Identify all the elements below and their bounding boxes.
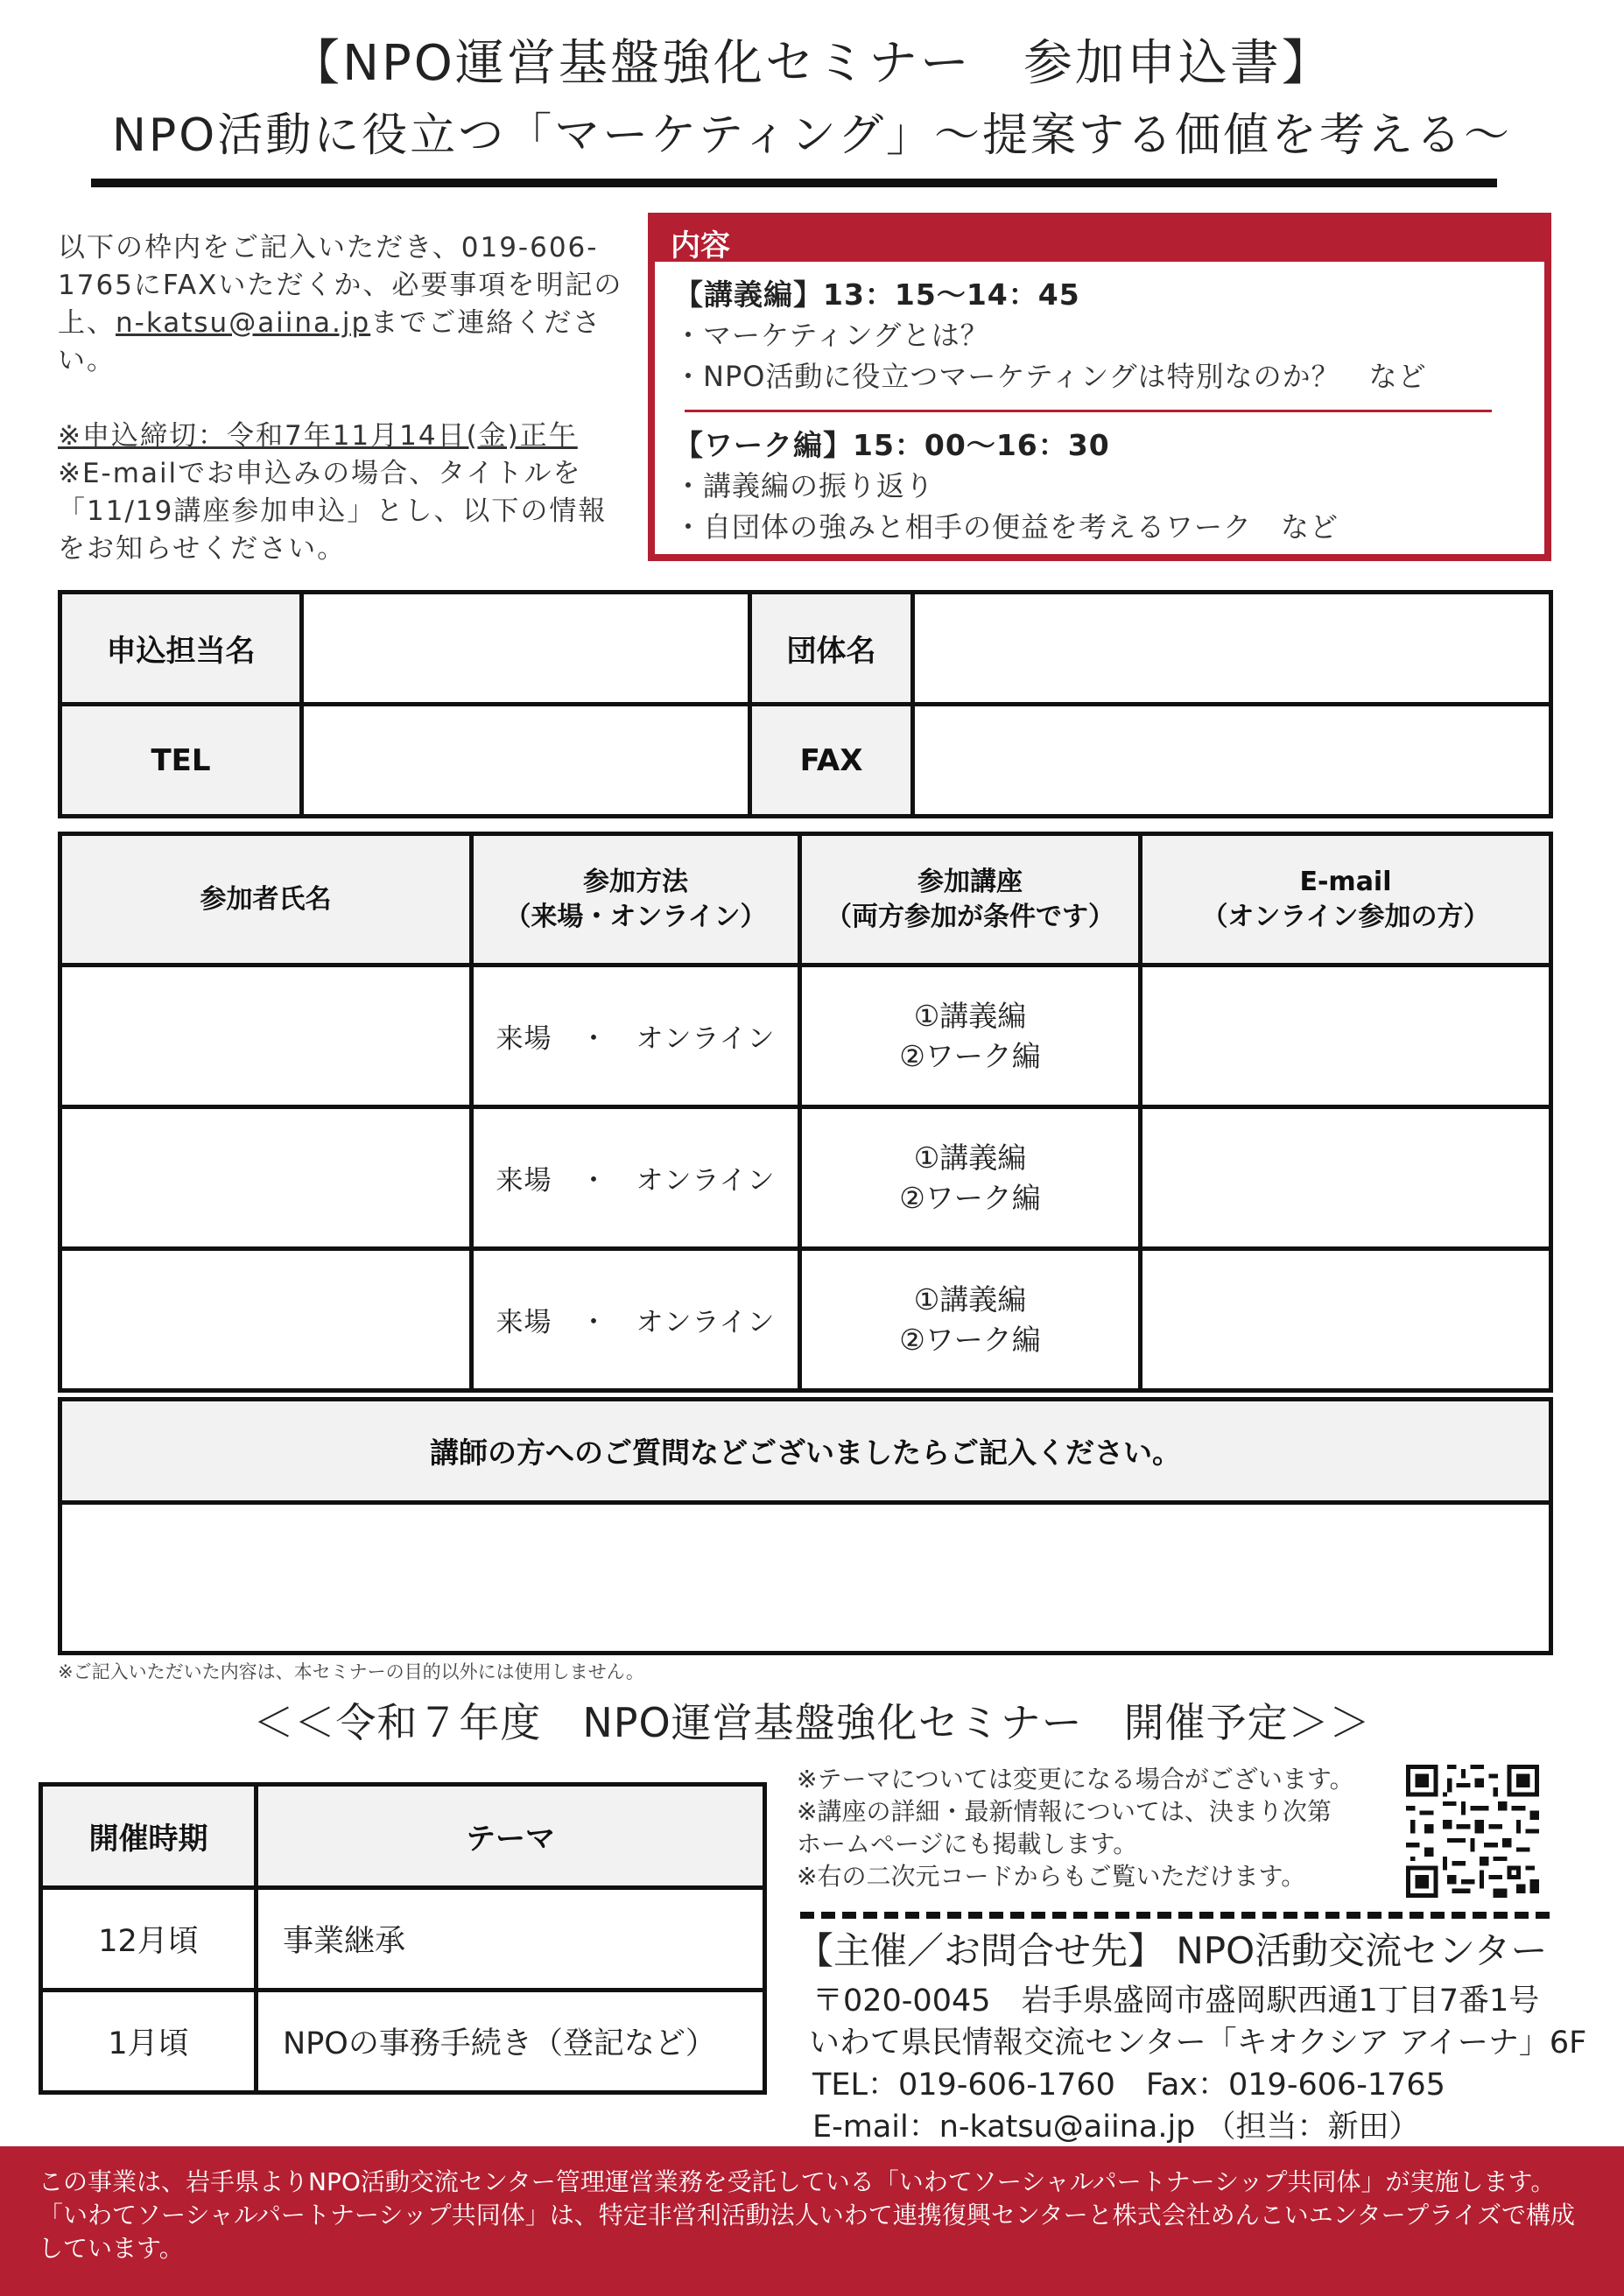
schedule-theme: NPOの事務手続き（登記など）: [257, 1991, 765, 2093]
schedule-theme: 事業継承: [257, 1888, 765, 1991]
applicant-name-label: 申込担当名: [60, 593, 302, 705]
table-row: [41, 1991, 765, 2093]
email-header-line1: E-mail: [1299, 866, 1392, 897]
tel-field[interactable]: [302, 705, 750, 817]
course-lecture: ①講義編: [913, 998, 1027, 1033]
schedule-period: 12月頃: [41, 1888, 257, 1991]
participant-name-field[interactable]: [60, 1107, 472, 1249]
method-header-line2: （来場・オンライン）: [504, 901, 767, 932]
form-title: 【NPO運営基盤強化セミナー 参加申込書】: [291, 35, 1333, 92]
table-row: [60, 593, 1551, 705]
content-heading-bar: [655, 220, 1544, 262]
intro-paragraph: [58, 229, 636, 380]
content-divider: [685, 410, 1492, 412]
course-header: [800, 834, 1141, 965]
work-item: ・講義編の振り返り: [674, 469, 935, 502]
seminar-subtitle: NPO活動に役立つ「マーケティング」～提案する価値を考える～: [112, 109, 1512, 162]
contact-email-link[interactable]: n-katsu@aiina.jp: [116, 307, 371, 339]
course-option[interactable]: [800, 1107, 1141, 1249]
questions-field[interactable]: [60, 1503, 1551, 1654]
table-row: [41, 1888, 765, 1991]
work-item: ・自団体の強みと相手の便益を考えるワーク など: [674, 510, 1339, 544]
participant-name-header: 参加者氏名: [60, 834, 472, 965]
schedule-table: [39, 1782, 767, 2095]
title-divider: [91, 179, 1497, 187]
phone-fax: TEL：019-606-1760 Fax：019-606-1765: [812, 2068, 1445, 2103]
contact-divider: [800, 1912, 1550, 1919]
applicant-info-table: [58, 590, 1553, 818]
lecture-item: ・マーケティングとは？: [674, 319, 989, 352]
table-header-row: [41, 1785, 765, 1888]
organizer-name: 【主催／お問合せ先】 NPO活動交流センター: [797, 1929, 1548, 1972]
content-box: [648, 213, 1551, 561]
course-header-line2: （両方参加が条件です）: [826, 901, 1114, 932]
fax-label: FAX: [750, 705, 913, 817]
content-heading: 内容: [671, 228, 730, 263]
tel-label: TEL: [60, 705, 302, 817]
schedule-notes: [797, 1763, 1357, 1892]
lecture-title: 【講義編】13：15～14：45: [674, 277, 1080, 312]
table-row: [60, 1249, 1551, 1391]
footer-text: [39, 2166, 1597, 2265]
participants-table: [58, 832, 1553, 1393]
participant-email-field[interactable]: [1141, 1249, 1551, 1391]
deadline-note: ※申込締切：令和7年11月14日(金)正午: [58, 420, 578, 452]
address: 〒020-0045 岩手県盛岡市盛岡駅西通1丁目7番1号: [812, 1984, 1540, 2019]
contact-info: [797, 1922, 1611, 2148]
table-row: [60, 705, 1551, 817]
participant-name-field[interactable]: [60, 1249, 472, 1391]
table-row: [60, 965, 1551, 1107]
table-row: [60, 1503, 1551, 1654]
fax-field[interactable]: [913, 705, 1551, 817]
course-lecture: ①講義編: [913, 1140, 1027, 1175]
participant-email-field[interactable]: [1141, 1107, 1551, 1249]
note-line: ホームページにも掲載します。: [797, 1829, 1138, 1858]
course-work: ②ワーク編: [899, 1180, 1041, 1215]
lecture-item: ・NPO活動に役立つマーケティングは特別なのか？ など: [674, 360, 1427, 393]
course-option[interactable]: [800, 965, 1141, 1107]
participation-method-option[interactable]: 来場 ・ オンライン: [472, 1107, 800, 1249]
participant-name-field[interactable]: [60, 965, 472, 1107]
note-line: ※講座の詳細・最新情報については、決まり次第: [797, 1797, 1332, 1826]
intro-instructions: [58, 229, 636, 568]
table-row: [60, 1400, 1551, 1503]
content-body: [674, 274, 1536, 548]
email-header: [1141, 834, 1551, 965]
email-header-line2: （オンライン参加の方）: [1201, 901, 1490, 932]
course-header-line1: 参加講座: [917, 866, 1023, 897]
footer-line: しています。: [39, 2234, 184, 2263]
questions-heading: 講師の方へのご質問などございましたらご記入ください。: [60, 1400, 1551, 1503]
footer-line: 「いわてソーシャルパートナーシップ共同体」は、特定非営利活動法人いわて連携復興センターと株式会社めんこいエンタープライズで構成: [39, 2201, 1576, 2229]
questions-table: [58, 1397, 1553, 1655]
course-lecture: ①講義編: [913, 1281, 1027, 1317]
group-name-field[interactable]: [913, 593, 1551, 705]
contact-email: E-mail：n-katsu@aiina.jp （担当：新田）: [812, 2110, 1420, 2145]
group-name-label: 団体名: [750, 593, 913, 705]
work-title: 【ワーク編】15：00～16：30: [674, 428, 1110, 462]
theme-header: テーマ: [257, 1785, 765, 1888]
applicant-name-field[interactable]: [302, 593, 750, 705]
course-work: ②ワーク編: [899, 1322, 1041, 1357]
course-work: ②ワーク編: [899, 1038, 1041, 1073]
method-header-line1: 参加方法: [583, 866, 688, 897]
participant-email-field[interactable]: [1141, 965, 1551, 1107]
note-line: ※右の二次元コードからもご覧いただけます。: [797, 1862, 1306, 1891]
qr-code-icon[interactable]: [1406, 1765, 1539, 1898]
schedule-period: 1月頃: [41, 1991, 257, 2093]
period-header: 開催時期: [41, 1785, 257, 1888]
email-application-note: ※E-mailでお申込みの場合、タイトルを「11/19講座参加申込」とし、以下の情報をお知らせください。: [58, 458, 608, 565]
footer-banner: [0, 2146, 1624, 2296]
table-header-row: [60, 834, 1551, 965]
building: いわて県民情報交流センター「キオクシア アイーナ」6F: [809, 2026, 1587, 2061]
participation-method-option[interactable]: 来場 ・ オンライン: [472, 1249, 800, 1391]
participation-method-option[interactable]: 来場 ・ オンライン: [472, 965, 800, 1107]
intro-text-b: までご連絡ください。: [58, 307, 602, 376]
table-row: [60, 1107, 1551, 1249]
intro-text-a: 以下の枠内をご記入いただき、019-606-1765にFAXいただくか、必要事項を明記の上、: [58, 232, 623, 339]
privacy-note: ※ご記入いただいた内容は、本セミナーの目的以外には使用しません。: [58, 1661, 644, 1682]
schedule-title: ＜＜令和７年度 NPO運営基盤強化セミナー 開催予定＞＞: [253, 1699, 1371, 1746]
course-option[interactable]: [800, 1249, 1141, 1391]
note-line: ※テーマについては変更になる場合がございます。: [797, 1765, 1354, 1794]
method-header: [472, 834, 800, 965]
footer-line: この事業は、岩手県よりNPO活動交流センター管理運営業務を受託している「いわてソーシャルパートナーシップ共同体」が実施します。: [39, 2167, 1556, 2196]
